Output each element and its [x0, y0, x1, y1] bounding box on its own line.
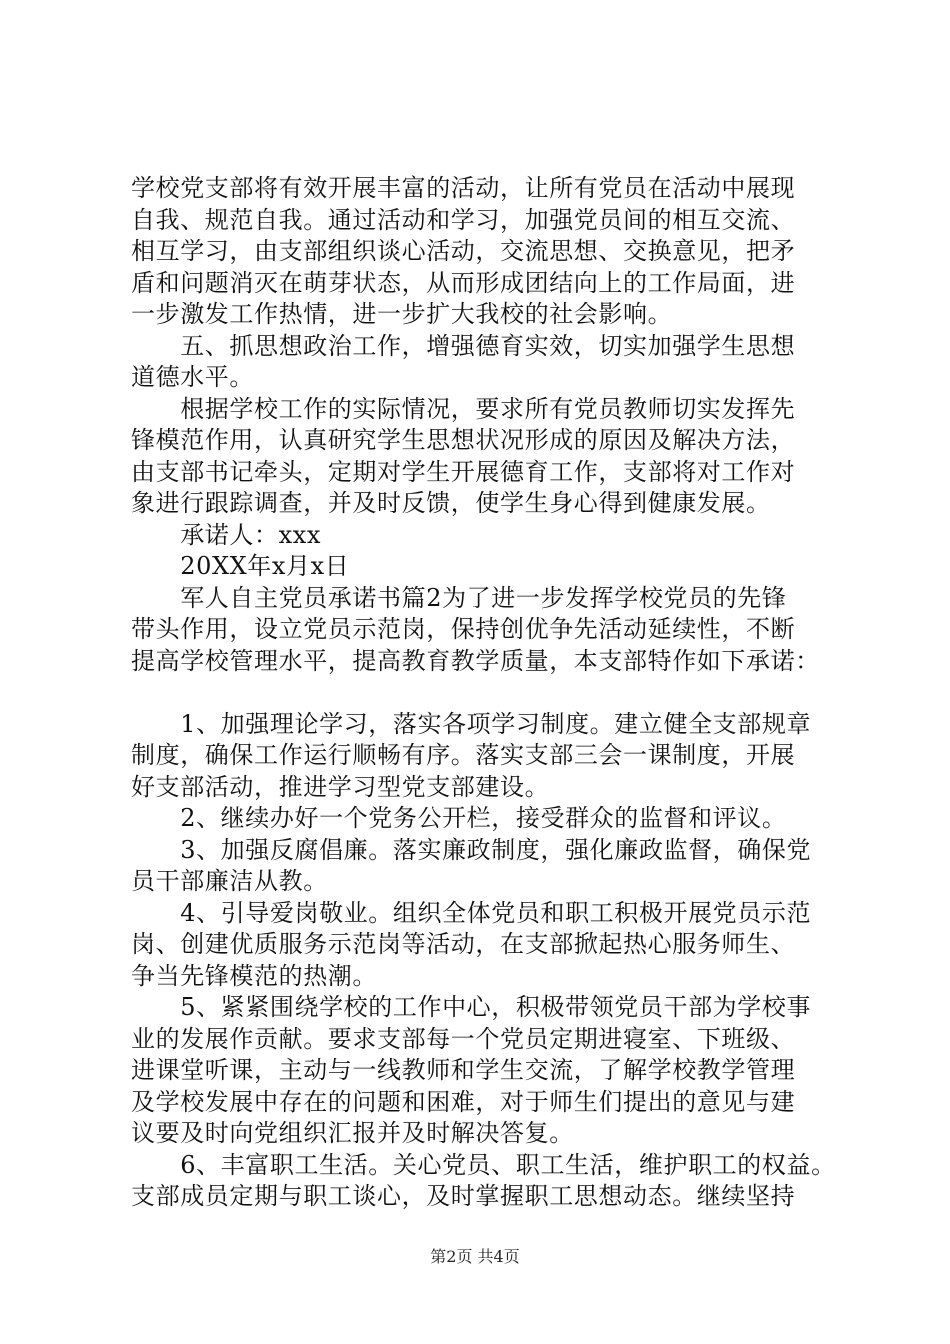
text-line: 1、加强理论学习，落实各项学习制度。建立健全支部规章	[131, 709, 812, 738]
text-line: 提高学校管理水平，提高教育教学质量，本支部特作如下承诺：	[131, 646, 820, 675]
text-line: 6、丰富职工生活。关心党员、职工生活，维护职工的权益。	[131, 1150, 836, 1179]
text-line: 好支部活动，推进学习型党支部建设。	[131, 772, 550, 801]
date-line: 20XX年x月x日	[131, 552, 350, 580]
text-line: 岗、创建优质服务示范岗等活动，在支部掀起热心服务师生、	[131, 930, 796, 958]
text-line: 2、继续办好一个党务公开栏，接受群众的监督和评议。	[131, 804, 787, 832]
text-line: 争当先锋模范的热潮。	[131, 961, 377, 990]
text-line: 象进行跟踪调查，并及时反馈，使学生身心得到健康发展。	[131, 489, 771, 517]
text-line: 带头作用，设立党员示范岗，保持创优争先活动延续性，不断	[131, 615, 796, 643]
text-line: 3、加强反腐倡廉。落实廉政制度，强化廉政监督，确保党	[131, 835, 812, 864]
text-line: 支部成员定期与职工谈心，及时掌握职工思想动态。继续坚持	[131, 1182, 796, 1210]
text-line: 制度，确保工作运行顺畅有序。落实支部三会一课制度，开展	[131, 741, 796, 769]
text-line: 相互学习，由支部组织谈心活动，交流思想、交换意见，把矛	[131, 237, 796, 265]
text-line: 军人自主党员承诺书篇2为了进一步发挥学校党员的先锋	[131, 583, 787, 612]
text-line: 进课堂听课，主动与一线教师和学生交流，了解学校教学管理	[131, 1056, 796, 1084]
text-line: 五、抓思想政治工作，增强德育实效，切实加强学生思想	[131, 331, 796, 360]
text-line: 一步激发工作热情，进一步扩大我校的社会影响。	[131, 300, 673, 328]
signatory-line: 承诺人：xxx	[131, 520, 322, 549]
text-line: 自我、规范自我。通过活动和学习，加强党员间的相互交流、	[131, 205, 796, 234]
text-line: 盾和问题消灭在萌芽状态，从而形成团结向上的工作局面，进	[131, 268, 796, 297]
text-line: 道德水平。	[131, 363, 254, 391]
text-line: 业的发展作贡献。要求支部每一个党员定期进寝室、下班级、	[131, 1024, 796, 1053]
text-line: 由支部书记牵头，定期对学生开展德育工作，支部将对工作对	[131, 457, 796, 486]
page-footer: 第2页 共4页	[430, 1247, 520, 1266]
document-body	[131, 173, 836, 1213]
text-line: 及学校发展中存在的问题和困难，对于师生们提出的意见与建	[131, 1087, 796, 1116]
text-line: 5、紧紧围绕学校的工作中心，积极带领党员干部为学校事	[131, 993, 812, 1021]
text-line: 锋模范作用，认真研究学生思想状况形成的原因及解决方法，	[131, 426, 796, 454]
text-line: 根据学校工作的实际情况，要求所有党员教师切实发挥先	[131, 394, 796, 423]
text-line: 学校党支部将有效开展丰富的活动，让所有党员在活动中展现	[131, 174, 796, 202]
text-line: 员干部廉洁从教。	[131, 867, 328, 895]
blank-line	[131, 677, 831, 709]
text-line: 议要及时向党组织汇报并及时解决答复。	[131, 1119, 574, 1147]
text-line: 4、引导爱岗敬业。组织全体党员和职工积极开展党员示范	[131, 898, 812, 927]
